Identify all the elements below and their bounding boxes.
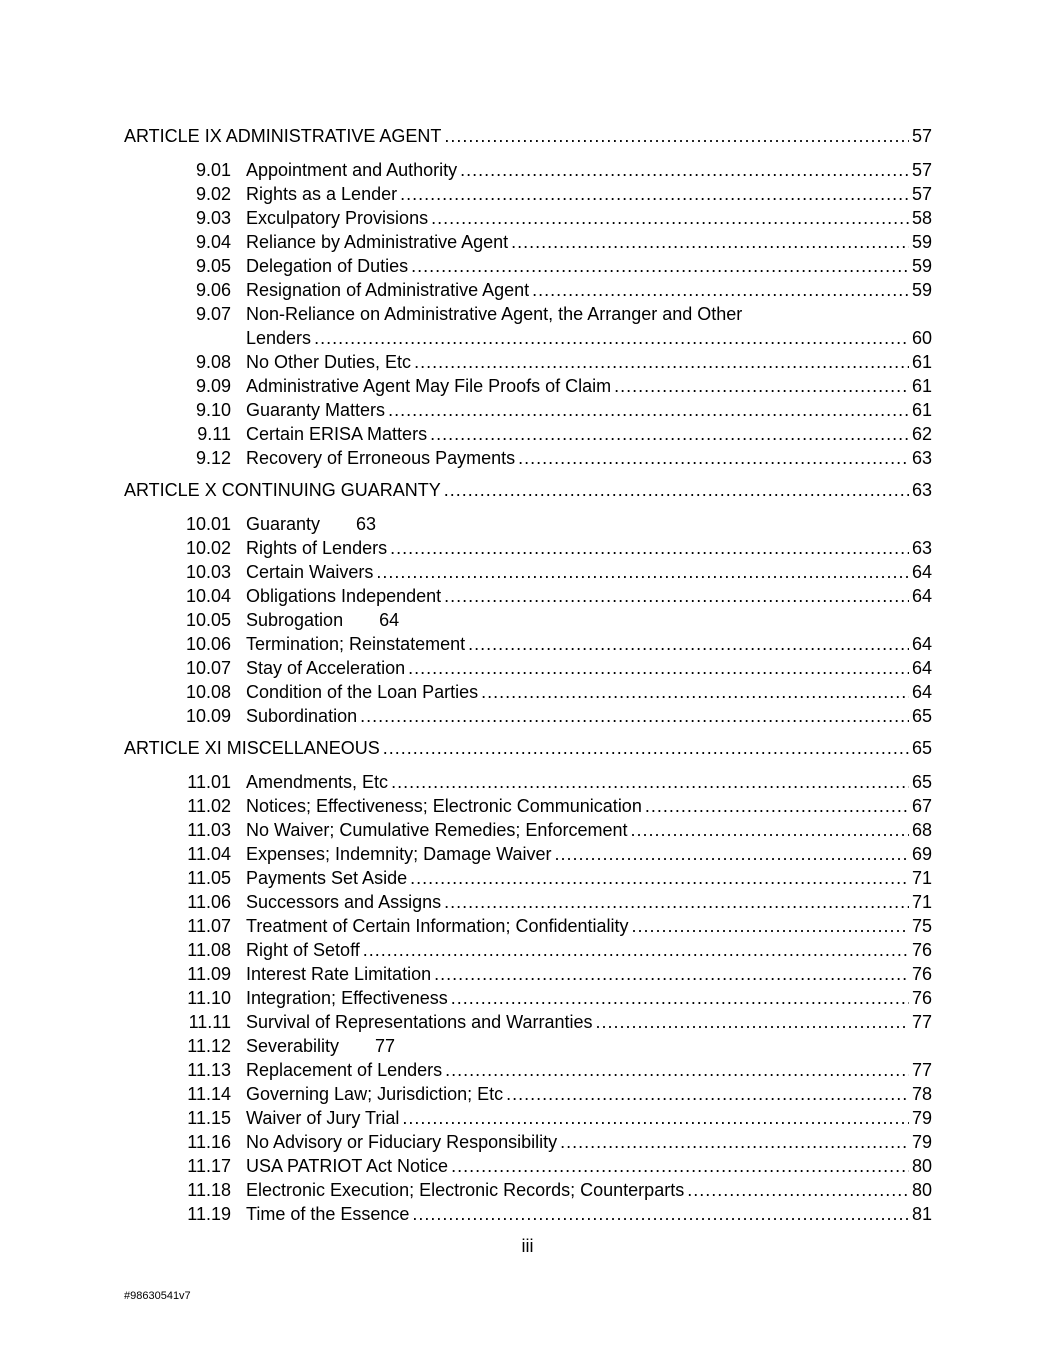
document-id: #98630541v7 bbox=[124, 1290, 191, 1302]
section-page-number: 65 bbox=[911, 706, 932, 726]
section-number: 11.16 bbox=[187, 1132, 231, 1152]
section-title: Waiver of Jury Trial bbox=[246, 1108, 400, 1128]
dot-leader bbox=[414, 350, 909, 374]
section-page-number: 59 bbox=[911, 232, 932, 252]
section-page-number: 59 bbox=[911, 280, 932, 300]
section-title: Certain Waivers bbox=[246, 562, 374, 582]
section-number: 10.04 bbox=[185, 586, 231, 606]
section-page-number: 63 bbox=[911, 538, 932, 558]
toc-section-entry[interactable] bbox=[124, 398, 932, 422]
toc-section-entry[interactable] bbox=[124, 350, 932, 374]
toc-section-entry[interactable] bbox=[124, 1154, 932, 1178]
section-number: 9.05 bbox=[195, 256, 231, 276]
toc-section-entry[interactable] bbox=[124, 278, 932, 302]
section-list bbox=[124, 148, 932, 478]
toc-section-entry[interactable] bbox=[124, 866, 932, 890]
section-title: Recovery of Erroneous Payments bbox=[246, 448, 516, 468]
dot-leader bbox=[410, 866, 909, 890]
section-page-number: 59 bbox=[911, 256, 932, 276]
section-page-number: 77 bbox=[375, 1036, 396, 1056]
section-page-number: 81 bbox=[911, 1204, 932, 1224]
section-number: 11.01 bbox=[187, 772, 231, 792]
section-number: 9.12 bbox=[195, 448, 231, 468]
section-number: 10.06 bbox=[185, 634, 231, 654]
section-title: Electronic Execution; Electronic Records; Counterparts bbox=[246, 1180, 685, 1200]
section-number: 9.02 bbox=[195, 184, 231, 204]
dot-leader bbox=[434, 962, 909, 986]
section-page-number: 64 bbox=[911, 634, 932, 654]
section-number: 11.04 bbox=[187, 844, 231, 864]
toc-section-entry[interactable] bbox=[124, 182, 932, 206]
section-page-number: 64 bbox=[911, 658, 932, 678]
toc-section-entry[interactable] bbox=[124, 1130, 932, 1154]
section-page-number: 64 bbox=[911, 586, 932, 606]
section-number: 10.09 bbox=[185, 706, 231, 726]
toc-section-entry[interactable] bbox=[124, 584, 932, 608]
section-title: Interest Rate Limitation bbox=[246, 964, 432, 984]
section-title: Non-Reliance on Administrative Agent, the Arranger and Other bbox=[246, 304, 743, 324]
dot-leader bbox=[444, 124, 909, 148]
section-page-number: 67 bbox=[911, 796, 932, 816]
section-number: 9.01 bbox=[195, 160, 231, 180]
section-number: 10.03 bbox=[185, 562, 231, 582]
dot-leader bbox=[687, 1178, 909, 1202]
article-page-number: 63 bbox=[911, 480, 932, 500]
section-number: 11.08 bbox=[187, 940, 231, 960]
section-title: Termination; Reinstatement bbox=[246, 634, 466, 654]
section-number: 9.03 bbox=[195, 208, 231, 228]
dot-leader bbox=[481, 680, 909, 704]
dot-leader bbox=[363, 938, 909, 962]
dot-leader bbox=[376, 560, 909, 584]
toc-section-entry[interactable] bbox=[124, 938, 932, 962]
dot-leader bbox=[560, 1130, 909, 1154]
section-title: Guaranty Matters bbox=[246, 400, 386, 420]
section-number: 11.15 bbox=[187, 1108, 231, 1128]
toc-section-entry[interactable] bbox=[124, 608, 932, 632]
dot-leader bbox=[460, 158, 909, 182]
dot-leader bbox=[431, 206, 909, 230]
section-title: Stay of Acceleration bbox=[246, 658, 406, 678]
section-title: Severability bbox=[246, 1036, 340, 1056]
toc-section-entry[interactable] bbox=[124, 374, 932, 398]
section-title: Integration; Effectiveness bbox=[246, 988, 448, 1008]
toc-section-entry[interactable] bbox=[124, 680, 932, 704]
toc-section-entry[interactable] bbox=[124, 446, 932, 470]
section-number: 9.08 bbox=[195, 352, 231, 372]
section-title: Survival of Representations and Warranties bbox=[246, 1012, 593, 1032]
dot-leader bbox=[518, 446, 909, 470]
section-page-number: 76 bbox=[911, 964, 932, 984]
dot-leader bbox=[430, 422, 909, 446]
dot-leader bbox=[468, 632, 909, 656]
article-title: ARTICLE XI MISCELLANEOUS bbox=[124, 738, 380, 758]
section-page-number: 71 bbox=[911, 892, 932, 912]
toc-section-entry[interactable] bbox=[124, 1010, 932, 1034]
toc-section-entry[interactable] bbox=[124, 254, 932, 278]
dot-leader bbox=[390, 536, 909, 560]
dot-leader bbox=[451, 1154, 909, 1178]
section-page-number: 80 bbox=[911, 1180, 932, 1200]
section-number: 11.06 bbox=[187, 892, 231, 912]
section-number: 11.11 bbox=[188, 1012, 231, 1032]
section-title: Guaranty bbox=[246, 514, 321, 534]
toc-section-entry[interactable] bbox=[124, 512, 932, 536]
section-page-number: 78 bbox=[911, 1084, 932, 1104]
dot-leader bbox=[314, 326, 909, 350]
toc-section-entry[interactable] bbox=[124, 842, 932, 866]
dot-leader bbox=[412, 1202, 909, 1226]
section-page-number: 75 bbox=[911, 916, 932, 936]
article-title: ARTICLE X CONTINUING GUARANTY bbox=[124, 480, 441, 500]
section-number: 10.05 bbox=[185, 610, 231, 630]
section-list bbox=[124, 502, 932, 736]
dot-leader bbox=[645, 794, 909, 818]
toc-section-entry[interactable] bbox=[124, 206, 932, 230]
section-title: Exculpatory Provisions bbox=[246, 208, 429, 228]
section-title: Replacement of Lenders bbox=[246, 1060, 443, 1080]
toc-section-entry[interactable] bbox=[124, 890, 932, 914]
toc-section-entry[interactable] bbox=[124, 914, 932, 938]
dot-leader bbox=[400, 182, 909, 206]
toc-section-entry[interactable] bbox=[124, 1034, 932, 1058]
toc-section-entry[interactable] bbox=[124, 1178, 932, 1202]
section-number: 9.09 bbox=[195, 376, 231, 396]
toc-section-entry[interactable] bbox=[124, 818, 932, 842]
dot-leader bbox=[445, 1058, 909, 1082]
section-title: Right of Setoff bbox=[246, 940, 360, 960]
dot-leader bbox=[383, 736, 909, 760]
section-title: Payments Set Aside bbox=[246, 868, 408, 888]
section-title: Rights of Lenders bbox=[246, 538, 388, 558]
section-title: No Waiver; Cumulative Remedies; Enforcement bbox=[246, 820, 628, 840]
section-number: 11.03 bbox=[187, 820, 231, 840]
section-number: 11.10 bbox=[187, 988, 231, 1008]
toc-section-entry[interactable] bbox=[124, 770, 932, 794]
article-title: ARTICLE IX ADMINISTRATIVE AGENT bbox=[124, 126, 442, 146]
section-title-continuation: Lenders bbox=[246, 328, 312, 348]
section-page-number: 69 bbox=[911, 844, 932, 864]
section-page-number: 57 bbox=[911, 184, 932, 204]
section-title: Administrative Agent May File Proofs of Claim bbox=[246, 376, 612, 396]
section-page-number: 79 bbox=[911, 1132, 932, 1152]
section-number: 9.10 bbox=[195, 400, 231, 420]
section-title: Resignation of Administrative Agent bbox=[246, 280, 530, 300]
dot-leader bbox=[408, 656, 909, 680]
toc-section-entry[interactable] bbox=[124, 302, 932, 326]
section-title: No Other Duties, Etc bbox=[246, 352, 412, 372]
section-number: 10.07 bbox=[185, 658, 231, 678]
section-number: 10.02 bbox=[185, 538, 231, 558]
page-number: iii bbox=[521, 1236, 534, 1256]
section-page-number: 65 bbox=[911, 772, 932, 792]
section-page-number: 68 bbox=[911, 820, 932, 840]
dot-leader bbox=[444, 584, 909, 608]
section-title: Subordination bbox=[246, 706, 358, 726]
toc-section-entry[interactable] bbox=[124, 560, 932, 584]
section-page-number: 79 bbox=[911, 1108, 932, 1128]
toc-article-heading[interactable] bbox=[124, 124, 932, 148]
section-page-number: 64 bbox=[911, 682, 932, 702]
toc-section-entry[interactable] bbox=[124, 632, 932, 656]
toc-section-entry[interactable] bbox=[124, 158, 932, 182]
section-title: Time of the Essence bbox=[246, 1204, 410, 1224]
section-number: 11.13 bbox=[187, 1060, 231, 1080]
section-title: Notices; Effectiveness; Electronic Communication bbox=[246, 796, 642, 816]
section-page-number: 61 bbox=[911, 376, 932, 396]
section-title: No Advisory or Fiduciary Responsibility bbox=[246, 1132, 558, 1152]
section-title: Obligations Independent bbox=[246, 586, 442, 606]
toc-section-entry[interactable] bbox=[124, 422, 932, 446]
toc-section-entry[interactable] bbox=[124, 986, 932, 1010]
dot-leader bbox=[506, 1082, 909, 1106]
dot-leader bbox=[411, 254, 909, 278]
dot-leader bbox=[614, 374, 909, 398]
dot-leader bbox=[511, 230, 909, 254]
toc-section-entry[interactable] bbox=[124, 1058, 932, 1082]
section-page-number: 60 bbox=[911, 328, 932, 348]
toc-article-heading[interactable] bbox=[124, 478, 932, 502]
section-number: 11.07 bbox=[187, 916, 231, 936]
section-page-number: 64 bbox=[379, 610, 400, 630]
section-page-number: 57 bbox=[911, 160, 932, 180]
section-number: 9.06 bbox=[195, 280, 231, 300]
section-page-number: 63 bbox=[356, 514, 377, 534]
section-number: 11.12 bbox=[187, 1036, 231, 1056]
dot-leader bbox=[360, 704, 909, 728]
toc-section-entry[interactable] bbox=[124, 794, 932, 818]
section-number: 9.07 bbox=[195, 304, 231, 324]
article-page-number: 65 bbox=[911, 738, 932, 758]
dot-leader bbox=[388, 398, 909, 422]
article-page-number: 57 bbox=[911, 126, 932, 146]
section-page-number: 71 bbox=[911, 868, 932, 888]
section-title: Expenses; Indemnity; Damage Waiver bbox=[246, 844, 552, 864]
section-page-number: 76 bbox=[911, 940, 932, 960]
section-title: Governing Law; Jurisdiction; Etc bbox=[246, 1084, 504, 1104]
section-page-number: 62 bbox=[911, 424, 932, 444]
section-page-number: 61 bbox=[911, 400, 932, 420]
dot-leader bbox=[630, 818, 908, 842]
toc-section-entry[interactable] bbox=[124, 1202, 932, 1226]
toc-section-entry[interactable] bbox=[124, 962, 932, 986]
section-page-number: 80 bbox=[911, 1156, 932, 1176]
toc-section-entry[interactable] bbox=[124, 1082, 932, 1106]
dot-leader bbox=[451, 986, 909, 1010]
section-title: Appointment and Authority bbox=[246, 160, 458, 180]
section-title: Amendments, Etc bbox=[246, 772, 389, 792]
section-list bbox=[124, 760, 932, 1234]
section-number: 9.04 bbox=[195, 232, 231, 252]
toc-section-entry[interactable] bbox=[124, 1106, 932, 1130]
section-title: Delegation of Duties bbox=[246, 256, 409, 276]
dot-leader bbox=[444, 890, 909, 914]
section-title: Subrogation bbox=[246, 610, 344, 630]
section-title: Treatment of Certain Information; Confidentiality bbox=[246, 916, 629, 936]
section-number: 10.08 bbox=[185, 682, 231, 702]
section-title: Reliance by Administrative Agent bbox=[246, 232, 509, 252]
table-of-contents bbox=[124, 124, 932, 1234]
dot-leader bbox=[391, 770, 909, 794]
toc-section-entry[interactable] bbox=[124, 536, 932, 560]
dot-leader bbox=[402, 1106, 909, 1130]
section-title: Rights as a Lender bbox=[246, 184, 398, 204]
section-number: 10.01 bbox=[185, 514, 231, 534]
section-number: 11.05 bbox=[187, 868, 231, 888]
section-title: Condition of the Loan Parties bbox=[246, 682, 479, 702]
toc-section-entry[interactable] bbox=[124, 656, 932, 680]
toc-section-entry-continued[interactable] bbox=[124, 326, 932, 350]
section-title: Successors and Assigns bbox=[246, 892, 442, 912]
toc-article-heading[interactable] bbox=[124, 736, 932, 760]
dot-leader bbox=[554, 842, 909, 866]
section-number: 11.18 bbox=[187, 1180, 231, 1200]
section-title: Certain ERISA Matters bbox=[246, 424, 428, 444]
section-number: 11.09 bbox=[187, 964, 231, 984]
dot-leader bbox=[596, 1010, 909, 1034]
section-number: 11.19 bbox=[187, 1204, 231, 1224]
section-title: USA PATRIOT Act Notice bbox=[246, 1156, 449, 1176]
dot-leader bbox=[444, 478, 909, 502]
dot-leader bbox=[632, 914, 909, 938]
section-page-number: 63 bbox=[911, 448, 932, 468]
section-page-number: 76 bbox=[911, 988, 932, 1008]
section-number: 11.17 bbox=[187, 1156, 231, 1176]
section-number: 11.02 bbox=[187, 796, 231, 816]
section-number: 9.11 bbox=[197, 424, 231, 444]
dot-leader bbox=[532, 278, 909, 302]
toc-section-entry[interactable] bbox=[124, 704, 932, 728]
section-page-number: 64 bbox=[911, 562, 932, 582]
section-page-number: 77 bbox=[911, 1060, 932, 1080]
section-page-number: 77 bbox=[911, 1012, 932, 1032]
section-page-number: 61 bbox=[911, 352, 932, 372]
toc-section-entry[interactable] bbox=[124, 230, 932, 254]
section-page-number: 58 bbox=[911, 208, 932, 228]
section-number: 11.14 bbox=[187, 1084, 231, 1104]
